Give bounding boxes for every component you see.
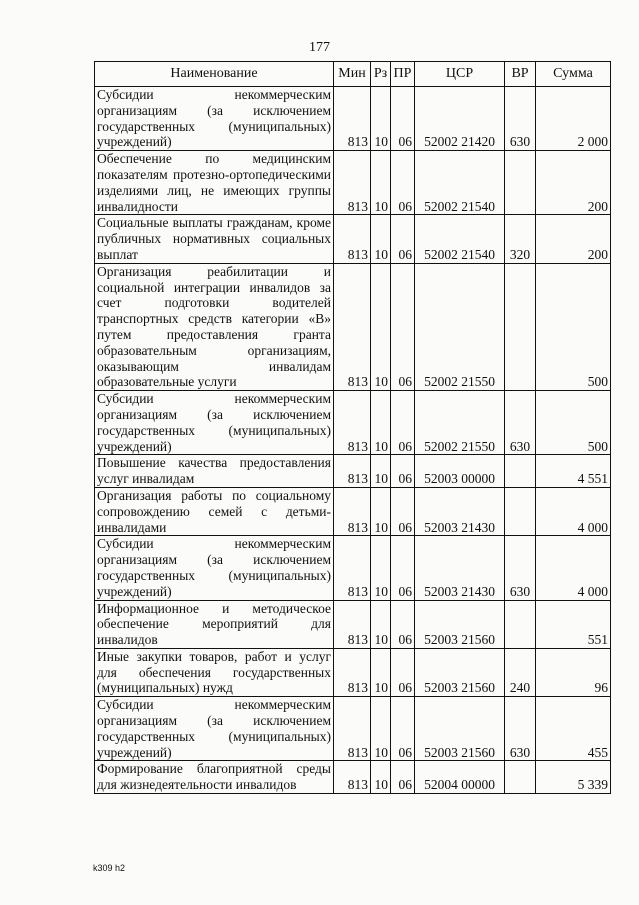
cell-vr	[505, 263, 536, 390]
cell-csr: 52002 21550	[415, 391, 505, 455]
cell-vr: 630	[505, 391, 536, 455]
cell-sum: 200	[536, 151, 611, 215]
cell-sum: 4 000	[536, 487, 611, 535]
cell-rz: 10	[371, 600, 391, 648]
cell-sum: 96	[536, 648, 611, 696]
table-row	[95, 761, 611, 794]
cell-csr: 52003 21430	[415, 536, 505, 600]
cell-pr: 06	[391, 151, 415, 215]
cell-vr: 630	[505, 697, 536, 761]
cell-csr: 52002 21540	[415, 151, 505, 215]
cell-pr: 06	[391, 455, 415, 488]
cell-pr: 06	[391, 391, 415, 455]
cell-pr: 06	[391, 648, 415, 696]
cell-csr: 52002 21540	[415, 215, 505, 263]
cell-csr: 52004 00000	[415, 761, 505, 794]
table-row	[95, 151, 611, 215]
header-rz: Рз	[371, 62, 391, 87]
cell-vr: 320	[505, 215, 536, 263]
cell-rz: 10	[371, 536, 391, 600]
header-name: Наименование	[95, 62, 334, 87]
cell-pr: 06	[391, 263, 415, 390]
cell-rz: 10	[371, 455, 391, 488]
footer-code: k309 h2	[93, 863, 126, 873]
cell-sum: 455	[536, 697, 611, 761]
cell-name: Повышение качества предоставления услуг инвалидам	[95, 455, 334, 488]
cell-min: 813	[334, 391, 371, 455]
table-row	[95, 648, 611, 696]
cell-sum: 200	[536, 215, 611, 263]
cell-name: Организация работы по социальному сопровождению семей с детьми-инвалидами	[95, 487, 334, 535]
cell-csr: 52003 21430	[415, 487, 505, 535]
cell-rz: 10	[371, 263, 391, 390]
cell-csr: 52003 21560	[415, 600, 505, 648]
cell-pr: 06	[391, 215, 415, 263]
cell-name: Формирование благоприятной среды для жизнедеятельности инвалидов	[95, 761, 334, 794]
cell-min: 813	[334, 87, 371, 151]
cell-min: 813	[334, 536, 371, 600]
header-row	[95, 62, 611, 87]
cell-rz: 10	[371, 215, 391, 263]
cell-csr: 52003 21560	[415, 648, 505, 696]
cell-name: Социальные выплаты гражданам, кроме публичных нормативных социальных выплат	[95, 215, 334, 263]
cell-vr	[505, 151, 536, 215]
cell-name: Субсидии некоммерческим организациям (за исключением государственных (муниципальных) учреждений)	[95, 536, 334, 600]
cell-name: Информационное и методическое обеспечение мероприятий для инвалидов	[95, 600, 334, 648]
table-row	[95, 697, 611, 761]
table-row	[95, 263, 611, 390]
cell-vr	[505, 487, 536, 535]
cell-pr: 06	[391, 761, 415, 794]
cell-min: 813	[334, 600, 371, 648]
cell-sum: 4 551	[536, 455, 611, 488]
cell-rz: 10	[371, 761, 391, 794]
page-number: 177	[309, 40, 330, 55]
cell-pr: 06	[391, 536, 415, 600]
cell-name: Иные закупки товаров, работ и услуг для обеспечения государственных (муниципальных) нужд	[95, 648, 334, 696]
header-sum: Сумма	[536, 62, 611, 87]
cell-min: 813	[334, 761, 371, 794]
cell-rz: 10	[371, 648, 391, 696]
cell-sum: 5 339	[536, 761, 611, 794]
cell-rz: 10	[371, 87, 391, 151]
cell-vr: 240	[505, 648, 536, 696]
cell-name: Организация реабилитации и социальной интеграции инвалидов за счет подготовки водителей транспортных средств категории «В» путем предоставления гранта образовательным организациям, оказывающим инвалидам образовательные услуги	[95, 263, 334, 390]
cell-csr: 52003 00000	[415, 455, 505, 488]
cell-name: Субсидии некоммерческим организациям (за исключением государственных (муниципальных) учреждений)	[95, 87, 334, 151]
cell-min: 813	[334, 455, 371, 488]
cell-pr: 06	[391, 487, 415, 535]
cell-sum: 4 000	[536, 536, 611, 600]
table-row	[95, 87, 611, 151]
cell-pr: 06	[391, 697, 415, 761]
cell-sum: 500	[536, 391, 611, 455]
cell-rz: 10	[371, 151, 391, 215]
cell-name: Обеспечение по медицинским показателям протезно-ортопедическими изделиями лиц, не имеющих группы инвалидности	[95, 151, 334, 215]
cell-vr: 630	[505, 87, 536, 151]
cell-vr	[505, 455, 536, 488]
header-pr: ПР	[391, 62, 415, 87]
cell-rz: 10	[371, 391, 391, 455]
cell-rz: 10	[371, 697, 391, 761]
cell-name: Субсидии некоммерческим организациям (за исключением государственных (муниципальных) учреждений)	[95, 391, 334, 455]
cell-min: 813	[334, 697, 371, 761]
cell-vr: 630	[505, 536, 536, 600]
cell-min: 813	[334, 648, 371, 696]
cell-csr: 52002 21550	[415, 263, 505, 390]
cell-csr: 52003 21560	[415, 697, 505, 761]
table-row	[95, 600, 611, 648]
cell-vr	[505, 761, 536, 794]
header-csr: ЦСР	[415, 62, 505, 87]
budget-table	[94, 61, 611, 794]
table-row	[95, 391, 611, 455]
header-min: Мин	[334, 62, 371, 87]
cell-name: Субсидии некоммерческим организациям (за исключением государственных (муниципальных) учреждений)	[95, 697, 334, 761]
cell-pr: 06	[391, 600, 415, 648]
table-row	[95, 536, 611, 600]
cell-rz: 10	[371, 487, 391, 535]
table-row	[95, 455, 611, 488]
cell-pr: 06	[391, 87, 415, 151]
cell-min: 813	[334, 487, 371, 535]
cell-sum: 551	[536, 600, 611, 648]
cell-sum: 2 000	[536, 87, 611, 151]
cell-vr	[505, 600, 536, 648]
cell-sum: 500	[536, 263, 611, 390]
header-vr: ВР	[505, 62, 536, 87]
table-row	[95, 487, 611, 535]
cell-csr: 52002 21420	[415, 87, 505, 151]
cell-min: 813	[334, 263, 371, 390]
cell-min: 813	[334, 151, 371, 215]
cell-min: 813	[334, 215, 371, 263]
table-row	[95, 215, 611, 263]
